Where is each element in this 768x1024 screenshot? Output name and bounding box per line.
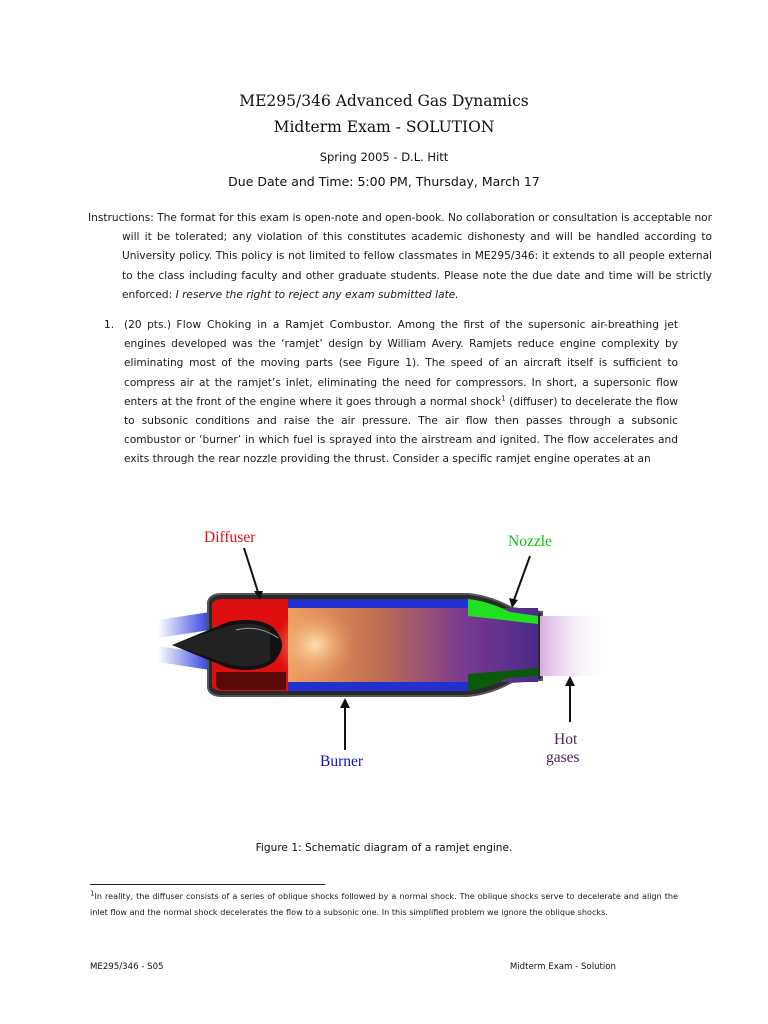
course-title: ME295/346 Advanced Gas Dynamics: [239, 92, 529, 110]
exhaust-plume: [540, 616, 610, 676]
question-text-a: Among the first of the supersonic air-breathing jet engines developed was the ‘ramjet’ design by William Avery. Ramjets reduce engine complexity by eliminating most of the moving parts (see Figure 1). The speed of an aircraft itself is sufficient to compress air at the ramjet’s inlet, eliminating the need for compressors. In short, a supersonic flow enters at the front of the engine where it goes through a normal shock: [124, 319, 678, 408]
footnote-text: In reality, the diffuser consists of a series of oblique shocks followed by a normal shock. The oblique shocks serve to decelerate and align the inlet flow and the normal shock decelerates the flow to a subsonic one. In this simplified problem we ignore the oblique shocks.: [90, 891, 678, 917]
nozzle-label: Nozzle: [508, 533, 552, 550]
footnote-marker: 1: [501, 394, 506, 403]
instructions-emphasis: I reserve the right to reject any exam submitted late.: [175, 288, 459, 301]
question-text-b: (diffuser) to decelerate the flow to subsonic conditions and raise the air pressure. The air flow then passes through a subsonic combustor or ‘burner’ in which fuel is sprayed into the airstream and ignited. The flow accelerates and exits through the rear nozzle providing the thrust. Consider a specific ramjet engine operates at an: [124, 395, 678, 466]
footnote-rule: [90, 884, 325, 885]
hot-label: Hot: [554, 731, 578, 748]
footer-left: ME295/346 - S05: [90, 962, 164, 972]
question-heading: Flow Choking in a Ramjet Combustor.: [176, 319, 393, 331]
footer-right: Midterm Exam - Solution: [509, 962, 616, 972]
exam-title: Midterm Exam - SOLUTION: [273, 118, 495, 136]
diffuser-arrow: [244, 548, 258, 592]
burner-label: Burner: [320, 753, 364, 770]
instructions-body: The format for this exam is open-note and open-book. No collaboration or consultation is acceptable nor will it be tolerated; any violation of this constitutes academic dishonesty and will be handled according to University policy. This policy is not limited to fellow classmates in ME295/346: it extends to all people external to the class including faculty and other graduate students. Please note the due date and time will be strictly enforced:: [122, 212, 712, 301]
question-1-paragraph: [124, 316, 678, 470]
instructions-lead: Instructions:: [88, 212, 154, 224]
term-line: Spring 2005 - D.L. Hitt: [319, 150, 449, 164]
nozzle-arrow: [514, 556, 530, 600]
question-points: (20 pts.): [124, 319, 177, 331]
gases-label: gases: [546, 749, 580, 766]
due-date-line: Due Date and Time: 5:00 PM, Thursday, March 17: [228, 174, 540, 189]
figure-caption: Figure 1: Schematic diagram of a ramjet engine.: [255, 842, 513, 854]
ramjet-diagram: [150, 512, 620, 782]
footnote-number: 1: [90, 889, 95, 898]
footnote: [90, 888, 678, 920]
instructions-paragraph: [88, 209, 712, 305]
diffuser-label: Diffuser: [204, 529, 256, 546]
question-number: 1.: [104, 319, 115, 331]
